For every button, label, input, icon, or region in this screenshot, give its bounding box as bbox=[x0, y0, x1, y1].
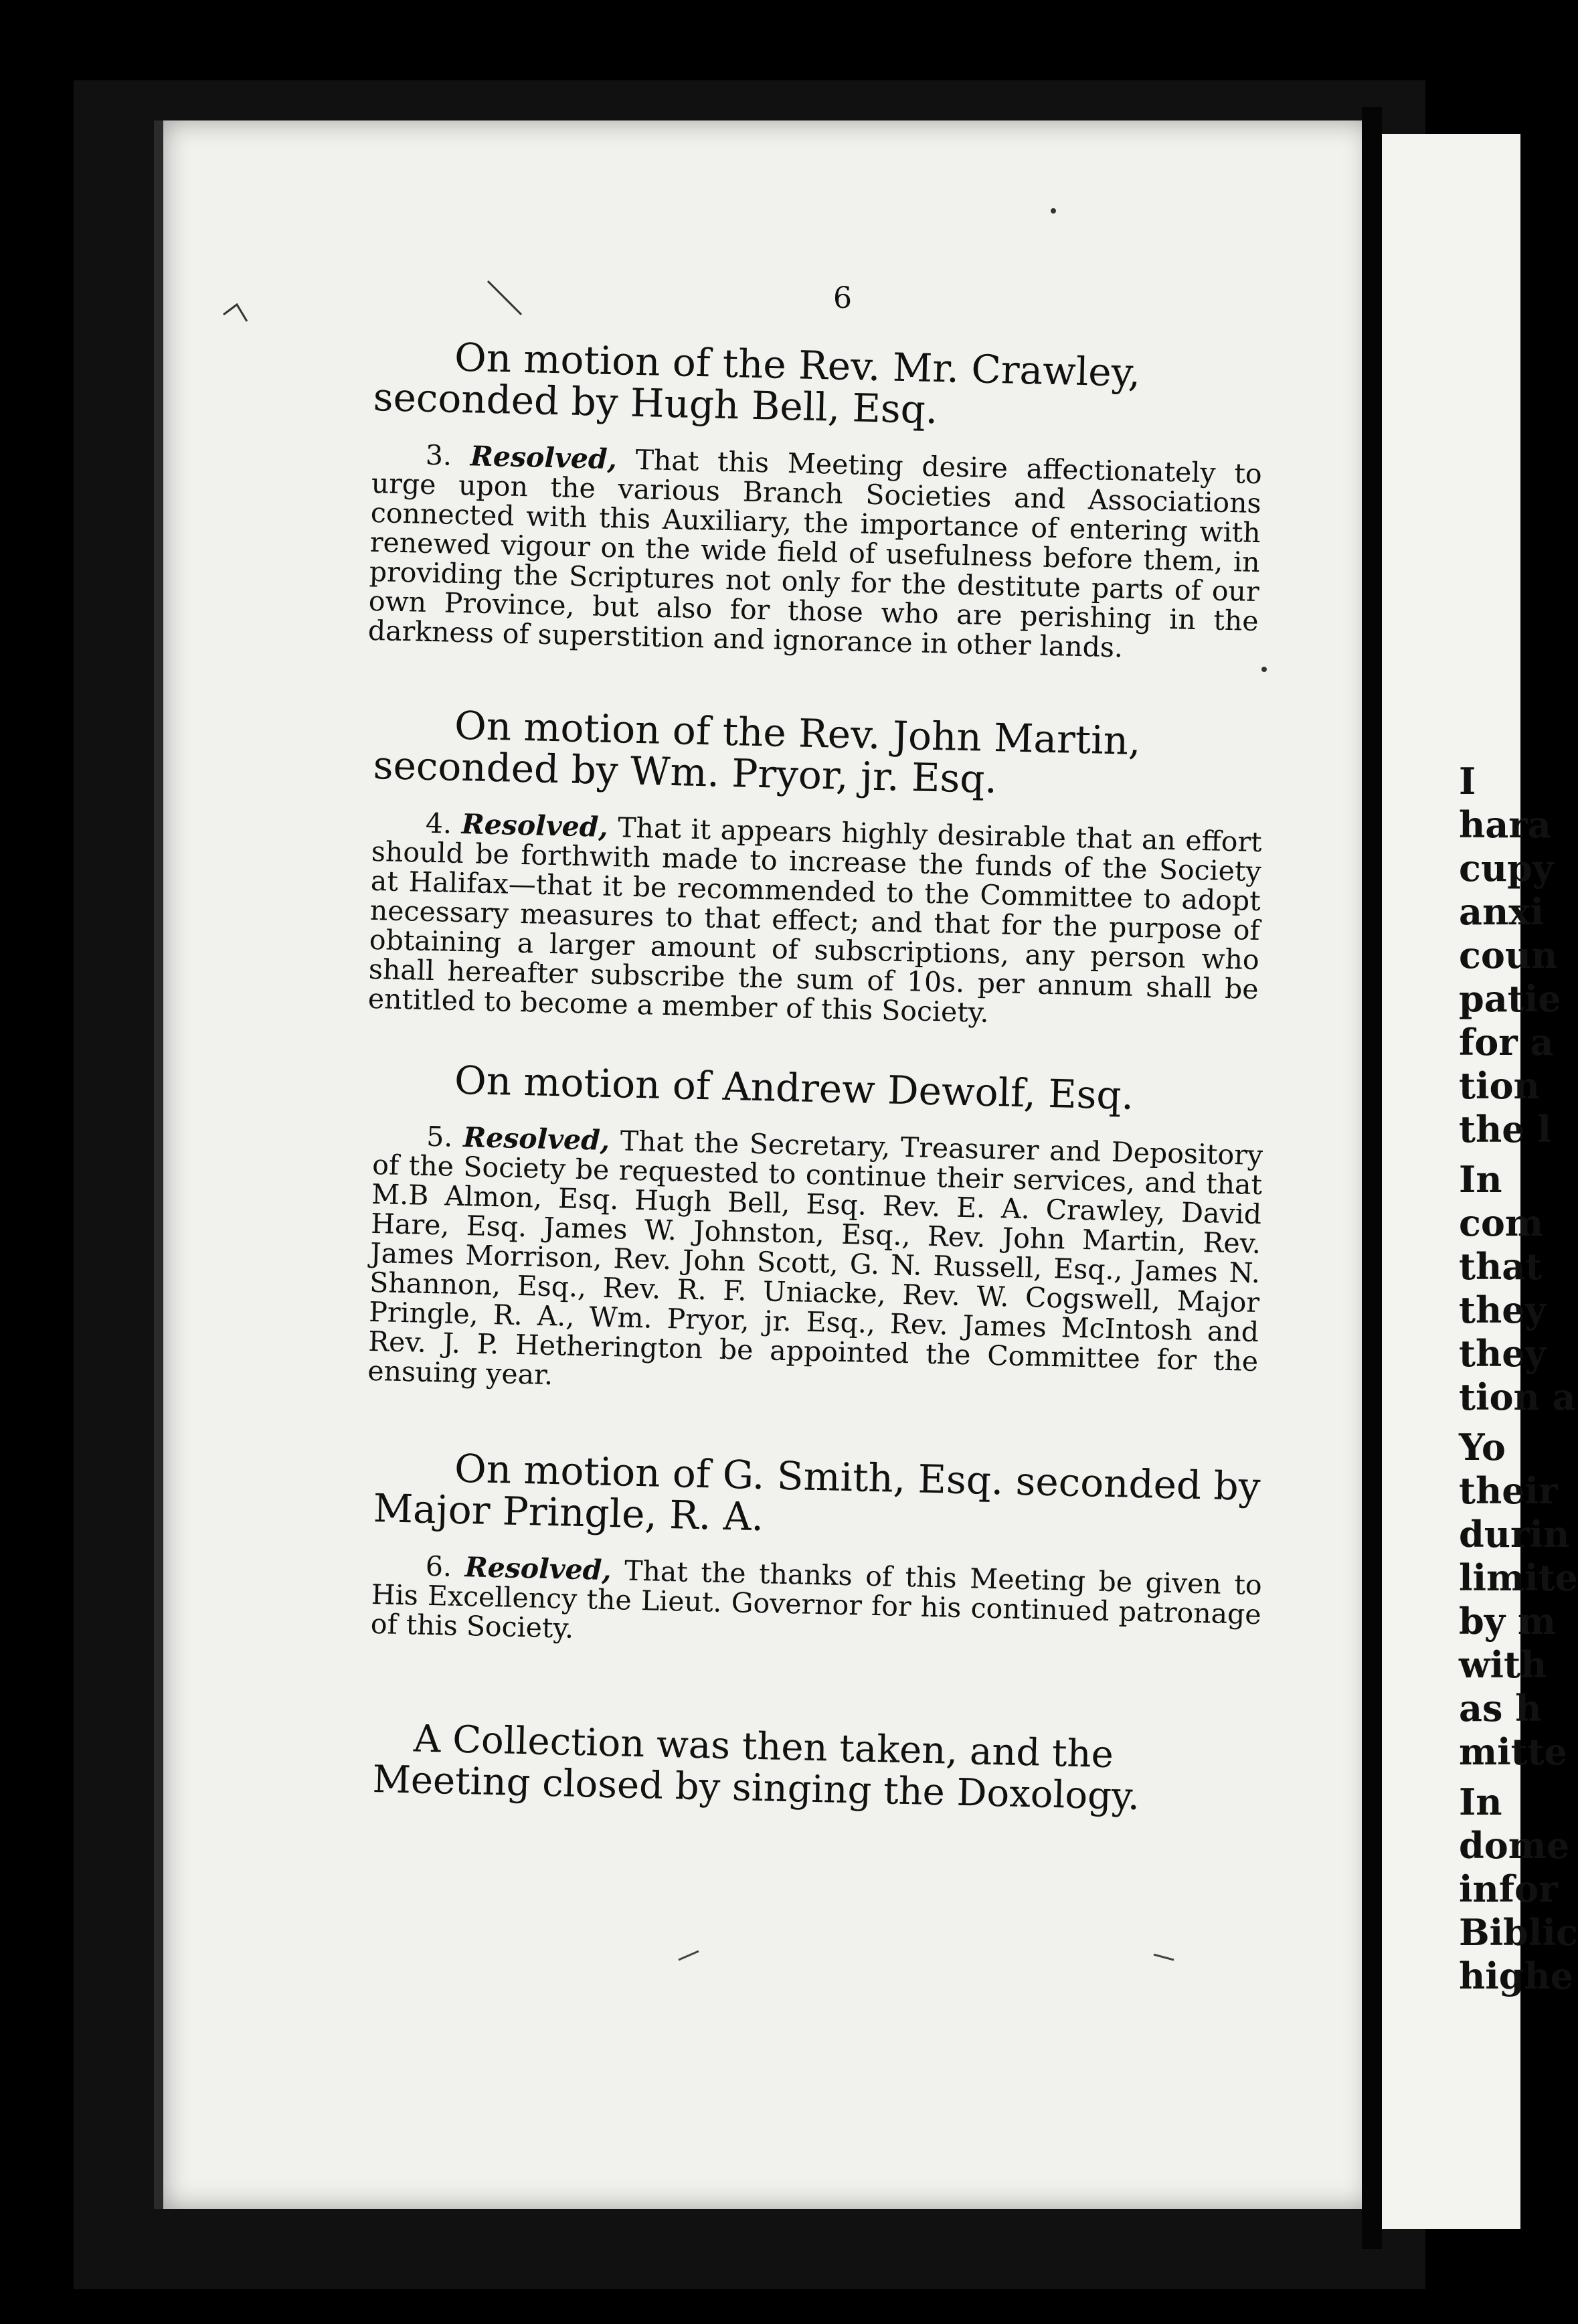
motion-line: On motion of Andrew Dewolf, Esq. bbox=[454, 1057, 1134, 1118]
right-text-fragment: by m bbox=[1459, 1600, 1557, 1643]
right-text-fragment: limite bbox=[1459, 1556, 1578, 1599]
right-text-fragment: com bbox=[1459, 1201, 1544, 1244]
resolved-label: Resolved, bbox=[462, 1121, 610, 1157]
right-text-fragment: highe bbox=[1459, 1955, 1574, 1997]
right-text-fragment: with bbox=[1459, 1643, 1547, 1686]
right-text-fragment: coun bbox=[1459, 934, 1558, 977]
resolution-block-4 bbox=[367, 703, 1265, 1080]
resolution-block-6 bbox=[369, 1446, 1265, 1706]
right-text-fragment: they bbox=[1459, 1289, 1546, 1331]
right-text-fragment: infor bbox=[1459, 1868, 1558, 1910]
resolution-number: 5. bbox=[426, 1120, 454, 1153]
page-number: 6 bbox=[833, 281, 852, 315]
right-text-fragment: their bbox=[1459, 1469, 1558, 1512]
right-text-fragment: In bbox=[1459, 1780, 1502, 1823]
resolution-block-5 bbox=[366, 1058, 1264, 1452]
right-text-fragment: Biblic bbox=[1459, 1911, 1578, 1954]
right-text-fragment: durin bbox=[1459, 1513, 1570, 1556]
motion-line: On motion of G. Smith, Esq. seconded by Major Pringle, R. A. bbox=[373, 1445, 1261, 1540]
resolution-paragraph bbox=[367, 807, 1262, 1033]
closing-block bbox=[371, 1680, 1265, 1858]
right-text-fragment: that bbox=[1459, 1245, 1543, 1288]
right-page-edge bbox=[1382, 134, 1578, 2229]
resolution-text: That it appears highly desirable that an effort should be forthwith made to increase the funds of the Society at Halifax—that it be recommended to the Committee to adopt necessary measures to that effect; and that for the purpose of obtaining a larger amount of subscriptions, any person who shall hereafter subscribe the sum of 10s. per annum shall be entitled to become a member of this Society. bbox=[367, 811, 1263, 1029]
right-text-fragment: tion a bbox=[1459, 1376, 1576, 1418]
resolution-paragraph bbox=[367, 439, 1262, 665]
right-text-fragment: they bbox=[1459, 1332, 1546, 1375]
right-text-fragment: for a bbox=[1459, 1021, 1554, 1064]
resolution-block-3 bbox=[367, 335, 1265, 712]
right-text-fragment: the l bbox=[1459, 1108, 1551, 1151]
page-gutter bbox=[1362, 107, 1382, 2249]
resolved-label: Resolved, bbox=[461, 807, 609, 843]
right-text-fragment: Yo bbox=[1459, 1426, 1506, 1469]
right-text-fragment: mitte bbox=[1459, 1730, 1567, 1773]
closing-paragraph: A Collection was then taken, and the Meeting closed by singing the Doxology. bbox=[371, 1717, 1140, 1819]
right-text-fragment: dome bbox=[1459, 1824, 1570, 1867]
resolved-label: Resolved, bbox=[464, 1551, 612, 1587]
resolution-paragraph bbox=[370, 1550, 1262, 1659]
resolution-paragraph bbox=[367, 1120, 1263, 1406]
right-text-fragment: cupy bbox=[1459, 847, 1554, 890]
resolved-label: Resolved, bbox=[470, 440, 618, 476]
right-text-fragment: patie bbox=[1459, 977, 1561, 1020]
right-text-fragment: I bbox=[1459, 760, 1476, 803]
right-text-fragment: hara bbox=[1459, 803, 1551, 846]
resolution-text: That the thanks of this Meeting be given to His Excellency the Lieut. Governor for his continued patronage of this Society. bbox=[370, 1554, 1263, 1645]
resolution-number: 6. bbox=[425, 1550, 452, 1583]
right-text-fragment: as h bbox=[1459, 1687, 1542, 1730]
motion-line: On motion of the Rev. John Martin, seconded by Wm. Pryor, jr. Esq. bbox=[373, 702, 1142, 803]
right-text-fragment: anxi bbox=[1459, 890, 1544, 933]
motion-line: On motion of the Rev. Mr. Crawley, seconded by Hugh Bell, Esq. bbox=[373, 334, 1141, 433]
resolution-text: That this Meeting desire affectionately to urge upon the various Branch Societies and Associations connected with this Auxiliary, the importance of entering with renewed vigour on the wide field of usefulness before them, in providing the Scriptures not only for the destitute parts of our own Province, but also for those who are perishing in the darkness of superstition and ignorance in other lands. bbox=[367, 443, 1263, 664]
resolution-text: That the Secretary, Treasurer and Depository of the Society be requested to continue their services, and that M.B Almon, Esq. Hugh Bell, Esq. Rev. E. A. Crawley, David Hare, Esq. James W. Johnston, Esq., Rev. John Martin, Rev. James Morrison, Rev. John Scott, G. N. Russell, Esq., James N. Shannon, Esq., Rev. R. F. Uniacke, Rev. W. Cogswell, Major Pringle, R. A., Wm. Pryor, jr. Esq., Rev. James McIntosh and Rev. J. P. Hetherington be appointed the Committee for the ensuing year. bbox=[367, 1125, 1263, 1392]
right-text-fragment: tion bbox=[1459, 1064, 1540, 1107]
right-text-fragment: In bbox=[1459, 1158, 1502, 1201]
resolution-number: 3. bbox=[425, 438, 452, 472]
resolution-number: 4. bbox=[425, 807, 452, 840]
